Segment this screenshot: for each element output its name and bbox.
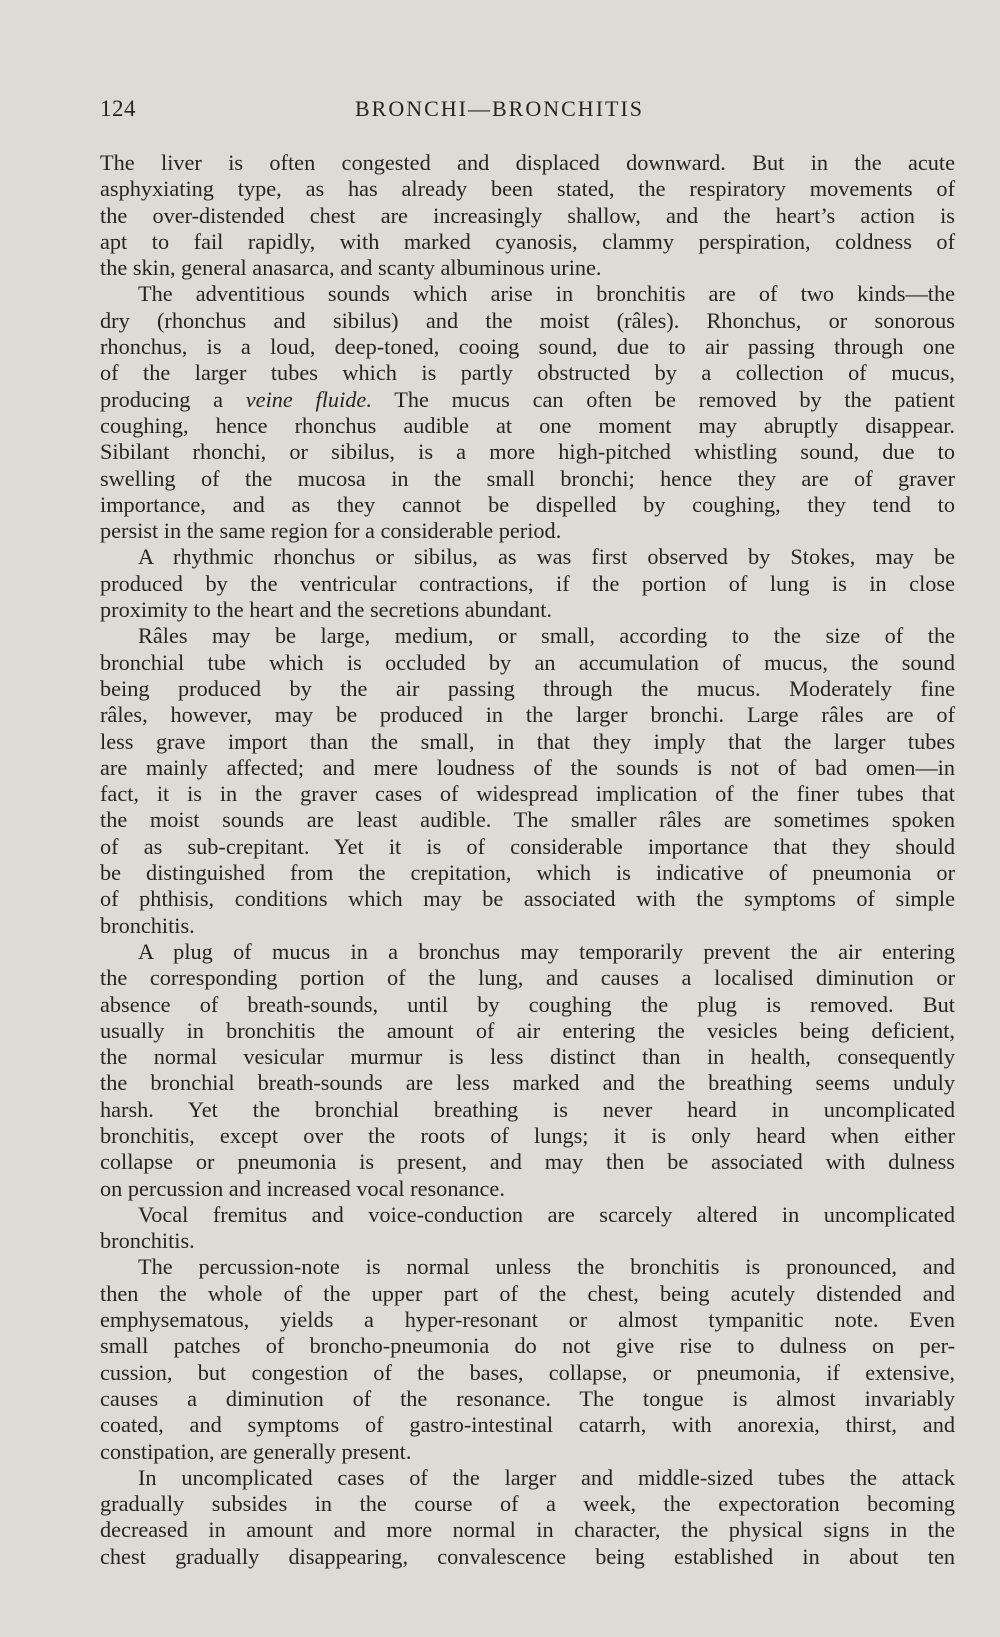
text-line: Râles may be large, medium, or small, according to the size of the: [138, 623, 955, 649]
text-line: apt to fail rapidly, with marked cyanosis, clammy perspiration, coldness of: [100, 228, 955, 254]
text-line: gradually subsides in the course of a week, the expectoration becoming: [100, 1491, 955, 1517]
paragraph: [100, 1254, 955, 1464]
paragraph: [100, 939, 955, 1202]
text-line: of phthisis, conditions which may be associated with the symptoms of simple: [100, 886, 955, 912]
paragraph: [100, 1202, 955, 1255]
text-line: chest gradually disappearing, convalescence being established in about ten: [100, 1543, 955, 1569]
page-title: BRONCHI—BRONCHITIS: [355, 96, 645, 121]
text-line: bronchitis.: [100, 912, 195, 938]
text-line: proximity to the heart and the secretions abundant.: [100, 597, 553, 623]
text-line: The liver is often congested and displaced downward. But in the acute: [100, 150, 955, 175]
text-segment: producing a: [100, 386, 246, 412]
text-line: usually in bronchitis the amount of air entering the vesicles being deficient,: [100, 1017, 955, 1043]
text-line: the over-distended chest are increasingly shallow, and the heart’s action is: [100, 202, 955, 228]
text-line: bronchitis, except over the roots of lungs; it is only heard when either: [100, 1122, 955, 1148]
body-text: [100, 150, 955, 1570]
text-line: [100, 387, 955, 413]
text-line: on percussion and increased vocal resonance.: [100, 1175, 505, 1201]
text-line: absence of breath-sounds, until by coughing the plug is removed. But: [100, 991, 955, 1017]
text-line: causes a diminution of the resonance. The tongue is almost invariably: [100, 1385, 955, 1411]
page-number: 124: [100, 96, 136, 121]
text-segment: The mucus can often be removed by the patient: [371, 386, 955, 412]
text-line: the moist sounds are least audible. The smaller râles are sometimes spoken: [100, 807, 955, 833]
text-line: asphyxiating type, as has already been stated, the respiratory movements of: [100, 176, 955, 202]
paragraph: [100, 150, 955, 281]
text-line: be distinguished from the crepitation, which is indicative of pneumonia or: [100, 860, 955, 886]
text-line: swelling of the mucosa in the small bronchi; hence they are of graver: [100, 465, 955, 491]
text-line: coated, and symptoms of gastro-intestinal catarrh, with anorexia, thirst, and: [100, 1412, 955, 1438]
text-line: the normal vesicular murmur is less distinct than in health, consequently: [100, 1044, 955, 1070]
text-line: being produced by the air passing through the mucus. Moderately fine: [100, 675, 955, 701]
text-line: dry (rhonchus and sibilus) and the moist (râles). Rhonchus, or sonorous: [100, 307, 955, 333]
text-line: fact, it is in the graver cases of widespread implication of the finer tubes that: [100, 781, 955, 807]
text-line: small patches of broncho-pneumonia do not give rise to dulness on per-: [100, 1333, 955, 1359]
running-head: [100, 96, 698, 132]
text-line: bronchitis.: [100, 1228, 195, 1254]
text-line: are mainly affected; and mere loudness of the sounds is not of bad omen—in: [100, 754, 955, 780]
text-line: the skin, general anasarca, and scanty albuminous urine.: [100, 255, 602, 281]
paragraph: [100, 623, 955, 939]
paragraph: [100, 544, 955, 623]
text-line: Vocal fremitus and voice-conduction are scarcely altered in uncomplicated: [138, 1201, 955, 1227]
italic-phrase: veine fluide.: [245, 386, 372, 412]
text-line: rhonchus, is a loud, deep-toned, cooing sound, due to air passing through one: [100, 334, 955, 360]
text-line: In uncomplicated cases of the larger and middle-sized tubes the attack: [138, 1464, 955, 1490]
text-line: The percussion-note is normal unless the bronchitis is pronounced, and: [138, 1254, 955, 1280]
text-line: A rhythmic rhonchus or sibilus, as was first observed by Stokes, may be: [138, 544, 955, 570]
text-line: produced by the ventricular contractions, if the portion of lung is in close: [100, 570, 955, 596]
text-line: decreased in amount and more normal in character, the physical signs in the: [100, 1517, 955, 1543]
text-line: the corresponding portion of the lung, and causes a localised diminution or: [100, 965, 955, 991]
text-line: of the larger tubes which is partly obstructed by a collection of mucus,: [100, 360, 955, 386]
text-line: persist in the same region for a considerable period.: [100, 518, 562, 544]
text-line: then the whole of the upper part of the chest, being acutely distended and: [100, 1280, 955, 1306]
paragraph: [100, 1465, 955, 1570]
text-line: coughing, hence rhonchus audible at one moment may abruptly disappear.: [100, 412, 955, 438]
text-line: emphysematous, yields a hyper-resonant or almost tympanitic note. Even: [100, 1307, 955, 1333]
text-line: constipation, are generally present.: [100, 1438, 412, 1464]
text-line: the bronchial breath-sounds are less marked and the breathing seems unduly: [100, 1070, 955, 1096]
text-line: importance, and as they cannot be dispelled by coughing, they tend to: [100, 491, 955, 517]
text-line: collapse or pneumonia is present, and may then be associated with dulness: [100, 1149, 955, 1175]
text-line: less grave import than the small, in that they imply that the larger tubes: [100, 728, 955, 754]
paragraph: [100, 281, 955, 544]
text-line: harsh. Yet the bronchial breathing is never heard in uncomplicated: [100, 1096, 955, 1122]
text-line: of as sub-crepitant. Yet it is of considerable importance that they should: [100, 833, 955, 859]
text-line: The adventitious sounds which arise in bronchitis are of two kinds—the: [138, 281, 955, 307]
text-line: bronchial tube which is occluded by an accumulation of mucus, the sound: [100, 649, 955, 675]
text-line: A plug of mucus in a bronchus may temporarily prevent the air entering: [138, 938, 955, 964]
text-line: Sibilant rhonchi, or sibilus, is a more high-pitched whistling sound, due to: [100, 439, 955, 465]
text-line: cussion, but congestion of the bases, collapse, or pneumonia, if extensive,: [100, 1359, 955, 1385]
text-line: râles, however, may be produced in the larger bronchi. Large râles are of: [100, 702, 955, 728]
